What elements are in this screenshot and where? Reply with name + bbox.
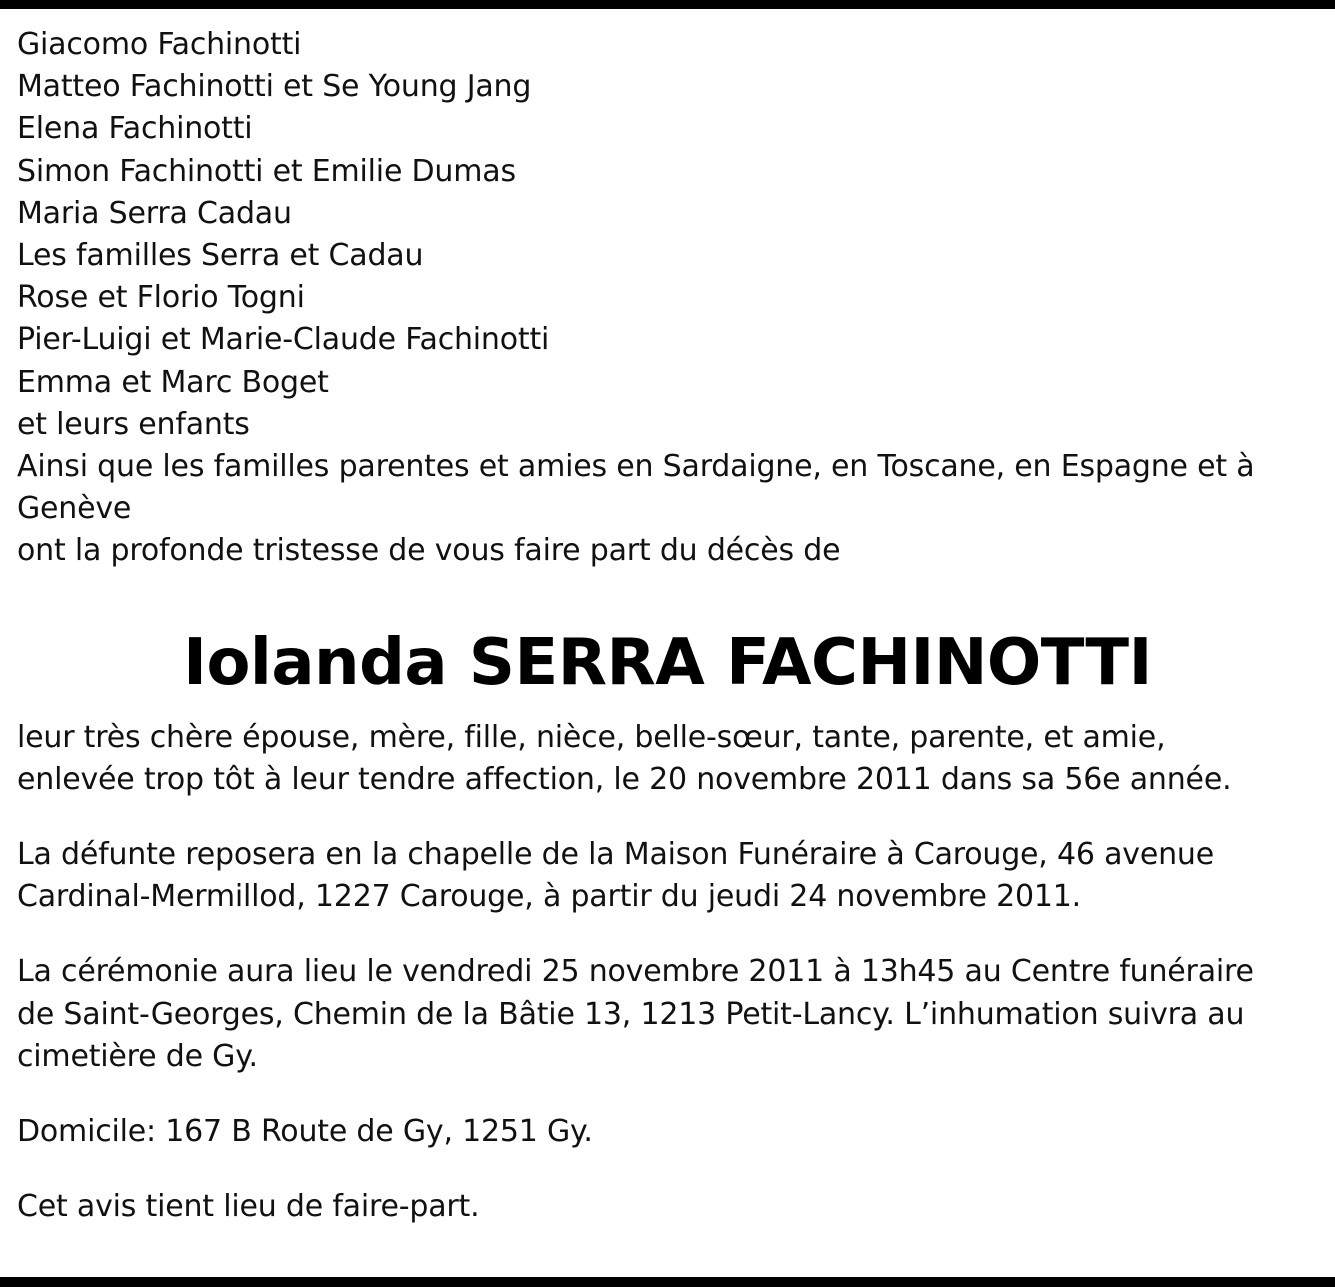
obituary-notice	[17, 24, 1317, 1228]
top-border-rule	[0, 0, 1335, 9]
family-line: Emma et Marc Boget	[17, 364, 329, 400]
viewing-paragraph	[17, 834, 1317, 918]
family-line: Rose et Florio Togni	[17, 280, 305, 316]
deceased-name: Iolanda SERRA FACHINOTTI	[183, 625, 1152, 700]
relation-line: enlevée trop tôt à leur tendre affection, le 20 novembre 2011 dans sa 56e année.	[17, 761, 1232, 797]
extended-family-line: Ainsi que les familles parentes et amies en Sardaigne, en Toscane, en Espagne et à Genève	[17, 449, 1255, 527]
viewing-line: Cardinal-Mermillod, 1227 Carouge, à partir du jeudi 24 novembre 2011.	[17, 879, 1082, 915]
closing-line: Cet avis tient lieu de faire-part.	[17, 1189, 480, 1225]
announcement-intro: ont la profonde tristesse de vous faire part du décès de	[17, 533, 841, 569]
relation-paragraph	[17, 717, 1317, 801]
family-line: Pier-Luigi et Marie-Claude Fachinotti	[17, 322, 550, 358]
domicile-paragraph	[17, 1111, 1317, 1153]
family-line: et leurs enfants	[17, 406, 250, 442]
ceremony-line: La cérémonie aura lieu le vendredi 25 novembre 2011 à 13h45 au Centre funéraire	[17, 954, 1254, 990]
ceremony-line: cimetière de Gy.	[17, 1038, 258, 1074]
domicile-line: Domicile: 167 B Route de Gy, 1251 Gy.	[17, 1114, 593, 1150]
bottom-border-rule	[0, 1277, 1335, 1287]
viewing-line: La défunte reposera en la chapelle de la Maison Funéraire à Carouge, 46 avenue	[17, 837, 1214, 873]
family-line: Simon Fachinotti et Emilie Dumas	[17, 153, 516, 189]
family-line: Giacomo Fachinotti	[17, 27, 302, 62]
ceremony-paragraph	[17, 951, 1317, 1078]
relation-line: leur très chère épouse, mère, fille, nièce, belle-sœur, tante, parente, et amie,	[17, 719, 1166, 755]
family-line: Les familles Serra et Cadau	[17, 238, 424, 274]
family-line: Elena Fachinotti	[17, 111, 253, 147]
closing-paragraph	[17, 1186, 1317, 1228]
family-list	[17, 24, 1317, 573]
ceremony-line: de Saint-Georges, Chemin de la Bâtie 13, 1213 Petit-Lancy. L’inhumation suivra au	[17, 996, 1245, 1032]
family-line: Maria Serra Cadau	[17, 195, 292, 231]
family-line: Matteo Fachinotti et Se Young Jang	[17, 69, 532, 105]
